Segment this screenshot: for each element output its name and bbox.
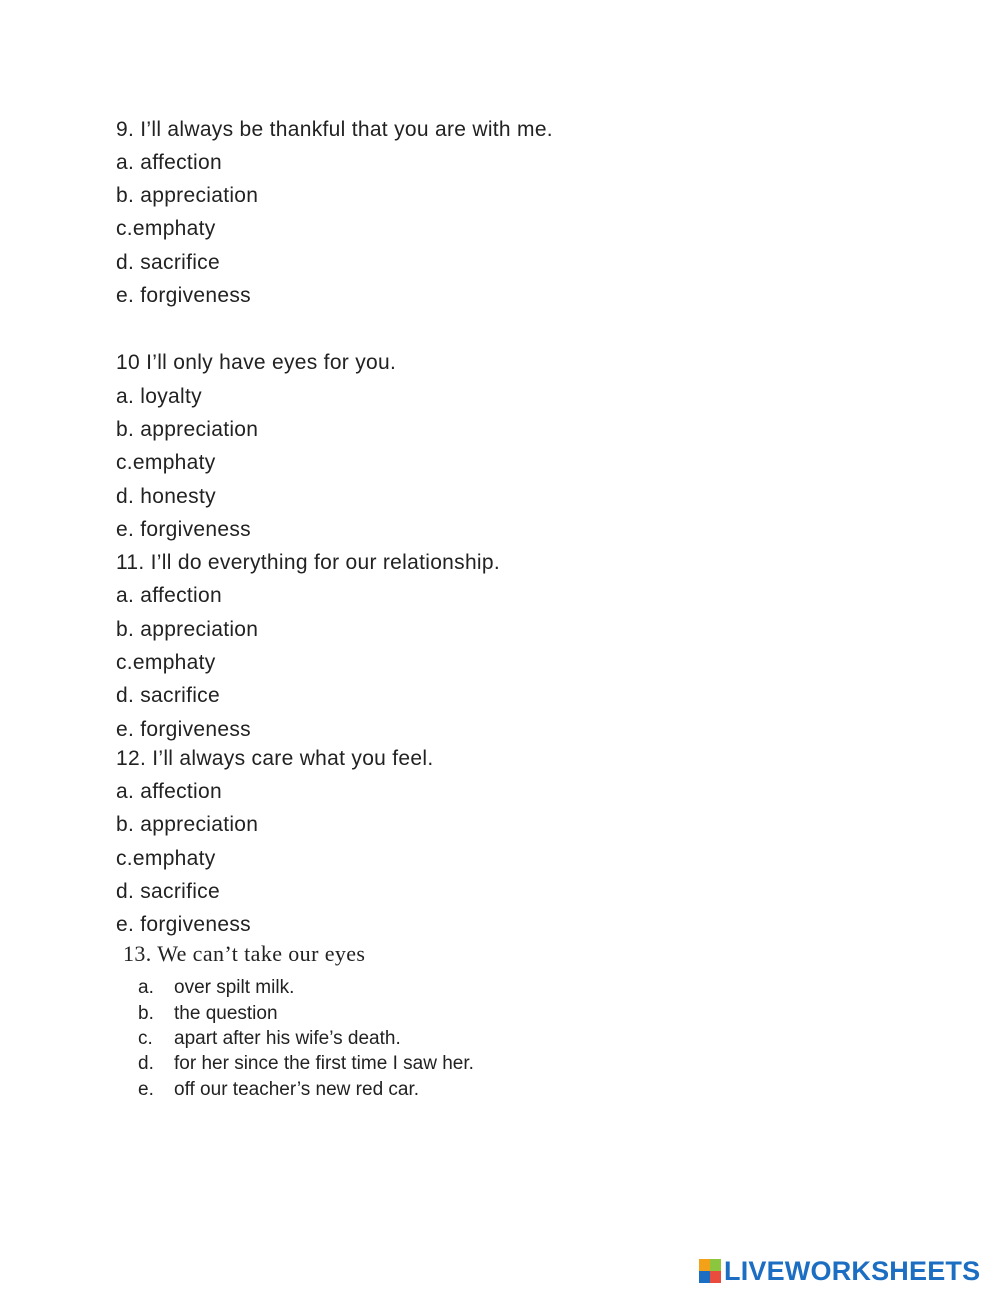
option-10d: d. honesty	[116, 485, 216, 508]
logo-square-orange	[699, 1259, 710, 1271]
liveworksheets-logo	[699, 1256, 980, 1286]
question-12-prompt: 12. I’ll always care what you feel.	[116, 747, 434, 770]
option-11c: c.emphaty	[116, 651, 216, 674]
option-9a: a. affection	[116, 151, 222, 174]
option-text: for her since the first time I saw her.	[174, 1053, 474, 1074]
question-13-prompt: 13. We can’t take our eyes	[123, 941, 366, 966]
option-text: the question	[174, 1003, 278, 1024]
option-13e	[138, 1079, 419, 1101]
option-letter: c.	[138, 1028, 153, 1049]
option-9c: c.emphaty	[116, 217, 216, 240]
option-11a: a. affection	[116, 584, 222, 607]
option-letter: a.	[138, 977, 154, 998]
option-12b: b. appreciation	[116, 813, 259, 836]
logo-mark-icon	[699, 1259, 721, 1283]
option-13b	[138, 1003, 278, 1025]
option-text: off our teacher’s new red car.	[174, 1079, 420, 1100]
option-12d: d. sacrifice	[116, 880, 220, 903]
option-10b: b. appreciation	[116, 418, 259, 441]
option-letter: b.	[138, 1003, 154, 1024]
option-11e: e. forgiveness	[116, 718, 251, 741]
logo-text: LIVEWORKSHEETS	[724, 1255, 981, 1286]
option-11d: d. sacrifice	[116, 684, 220, 707]
option-letter: d.	[138, 1053, 154, 1074]
option-13c	[138, 1028, 401, 1050]
question-10-prompt: 10 I’ll only have eyes for you.	[116, 351, 397, 374]
option-letter: e.	[138, 1079, 154, 1100]
option-11b: b. appreciation	[116, 618, 259, 641]
option-13a	[138, 977, 294, 999]
option-12e: e. forgiveness	[116, 913, 251, 936]
logo-square-green	[710, 1259, 721, 1271]
option-12c: c.emphaty	[116, 847, 216, 870]
option-9b: b. appreciation	[116, 184, 259, 207]
logo-square-red	[710, 1271, 721, 1283]
question-11-prompt: 11. I’ll do everything for our relationship.	[116, 551, 501, 574]
option-12a: a. affection	[116, 780, 222, 803]
option-9d: d. sacrifice	[116, 251, 220, 274]
option-10c: c.emphaty	[116, 451, 216, 474]
option-text: apart after his wife’s death.	[174, 1028, 401, 1049]
option-10e: e. forgiveness	[116, 518, 251, 541]
option-10a: a. loyalty	[116, 385, 202, 408]
option-text: over spilt milk.	[174, 977, 295, 998]
option-13d	[138, 1053, 474, 1075]
logo-square-blue	[699, 1271, 710, 1283]
option-9e: e. forgiveness	[116, 284, 251, 307]
question-9-prompt: 9. I’ll always be thankful that you are with me.	[116, 118, 553, 141]
